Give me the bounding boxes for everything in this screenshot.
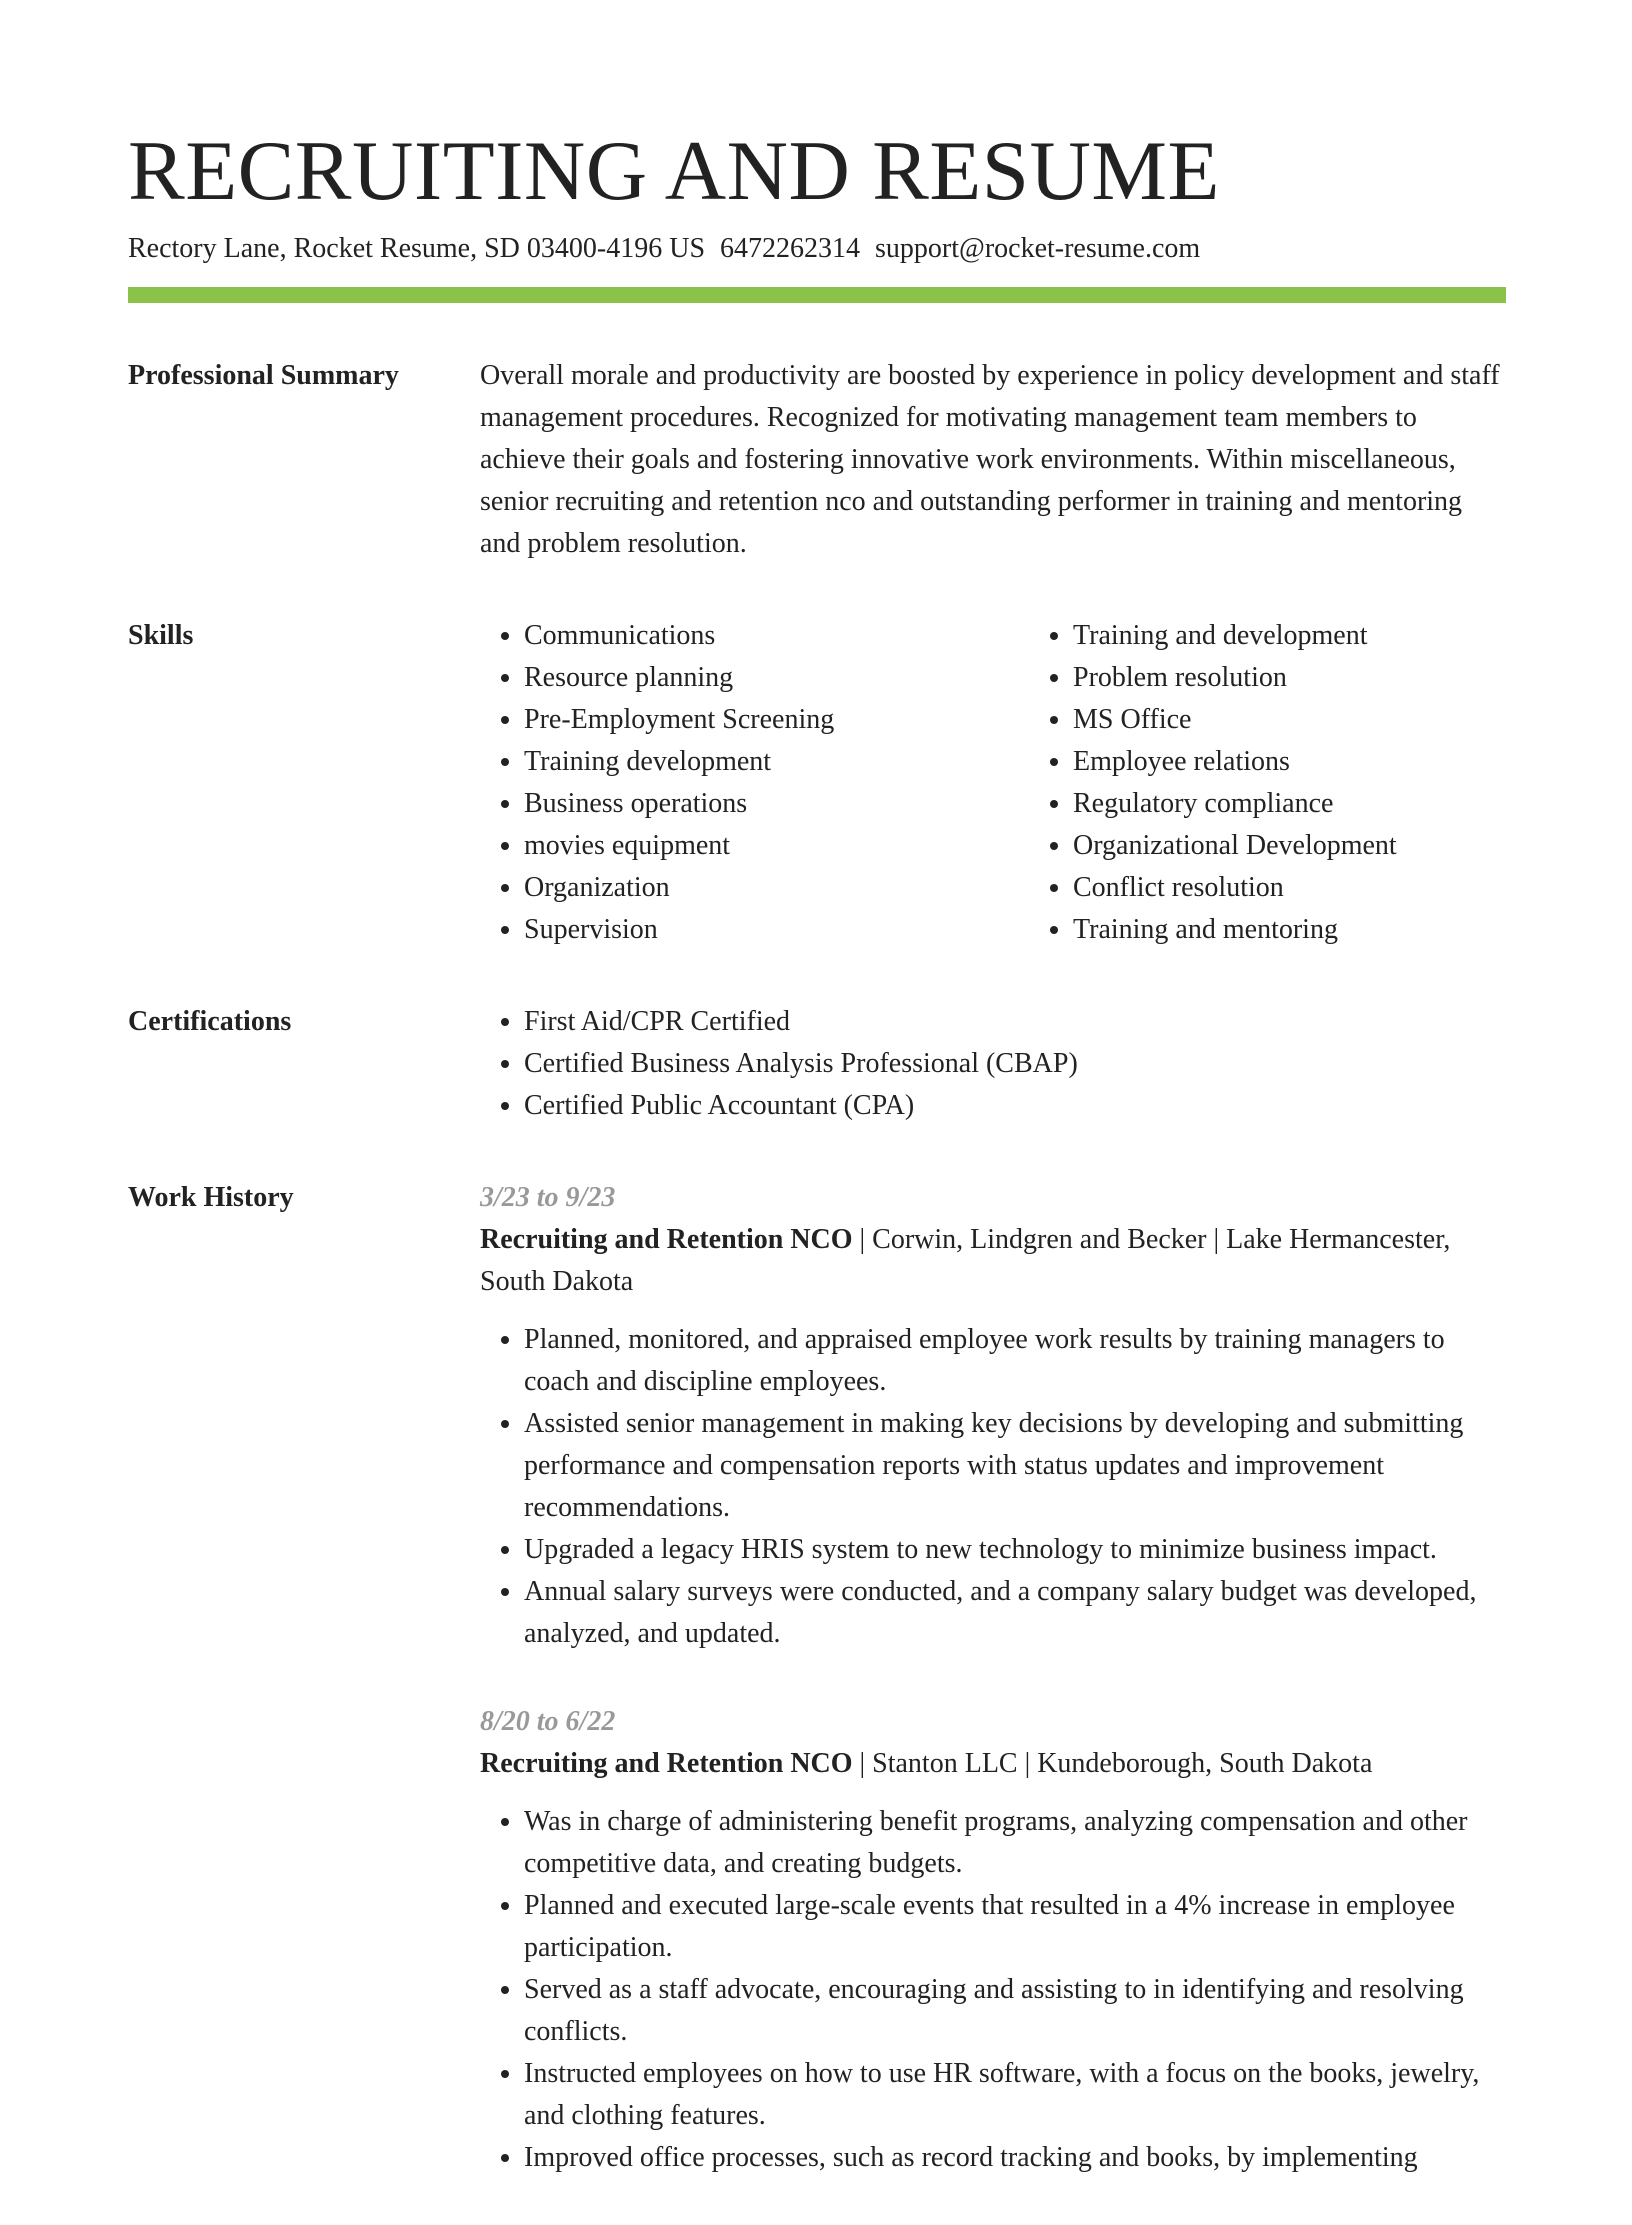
job-entry	[480, 1701, 1506, 2179]
skills-list	[480, 615, 1506, 951]
job-header	[480, 1743, 1506, 1785]
summary-heading: Professional Summary	[128, 360, 399, 391]
job-entry	[480, 1177, 1506, 1655]
contact-line	[128, 231, 1506, 267]
skills-section	[128, 615, 1506, 951]
job-bullet: • Served as a staff advocate, encouraging and assisting to in identifying and resolving conflicts.	[524, 1969, 1506, 2053]
skill-item: • movies equipment	[524, 825, 1029, 867]
skill-item: • Training development	[524, 741, 1029, 783]
skill-item: • Pre-Employment Screening	[524, 699, 1029, 741]
skill-item: • Conflict resolution	[1073, 867, 1506, 909]
work-history-heading: Work History	[128, 1182, 294, 1213]
job-dates: 3/23 to 9/23	[480, 1182, 616, 1213]
skill-item: • Training and development	[1073, 615, 1506, 657]
job-bullet: • Upgraded a legacy HRIS system to new technology to minimize business impact.	[524, 1529, 1506, 1571]
contact-email: support@rocket-resume.com	[875, 233, 1201, 264]
skill-item: • Organization	[524, 867, 1029, 909]
job-company-location: | Corwin, Lindgren and Becker | Lake Hermancester, South Dakota	[480, 1224, 1451, 1297]
job-bullet: • Improved office processes, such as record tracking and books, by implementing	[524, 2137, 1506, 2179]
work-history-section	[128, 1177, 1506, 2225]
job-bullet: • Assisted senior management in making key decisions by developing and submitting performance and compensation reports with status updates and improvement recommendations.	[524, 1403, 1506, 1529]
job-bullet: • Planned and executed large-scale events that resulted in a 4% increase in employee participation.	[524, 1885, 1506, 1969]
skill-item: • Problem resolution	[1073, 657, 1506, 699]
work-history-body	[480, 1177, 1506, 2225]
skill-item: • Regulatory compliance	[1073, 783, 1506, 825]
resume-page	[128, 0, 1506, 2225]
candidate-name: RECRUITING AND RESUME	[128, 124, 1220, 218]
certification-item: • Certified Business Analysis Professional (CBAP)	[524, 1043, 1506, 1085]
certifications-list	[480, 1001, 1506, 1127]
certification-item: • First Aid/CPR Certified	[524, 1001, 1506, 1043]
skill-item: • MS Office	[1073, 699, 1506, 741]
job-bullets	[480, 1319, 1506, 1655]
certification-item: • Certified Public Accountant (CPA)	[524, 1085, 1506, 1127]
skills-column-1	[480, 615, 1029, 951]
job-dates: 8/20 to 6/22	[480, 1706, 616, 1737]
skill-item: • Business operations	[524, 783, 1029, 825]
skills-column-2	[1029, 615, 1506, 951]
contact-phone: 6472262314	[720, 233, 861, 264]
job-header	[480, 1219, 1506, 1303]
job-bullet: • Planned, monitored, and appraised employee work results by training managers to coach and discipline employees.	[524, 1319, 1506, 1403]
job-bullet: • Instructed employees on how to use HR software, with a focus on the books, jewelry, and clothing features.	[524, 2053, 1506, 2137]
job-bullets	[480, 1801, 1506, 2179]
skill-item: • Training and mentoring	[1073, 909, 1506, 951]
skill-item: • Resource planning	[524, 657, 1029, 699]
job-title: Recruiting and Retention NCO	[480, 1748, 853, 1779]
job-title: Recruiting and Retention NCO	[480, 1224, 853, 1255]
certifications-body	[480, 1001, 1506, 1127]
certifications-heading: Certifications	[128, 1006, 292, 1037]
certifications-section	[128, 1001, 1506, 1127]
contact-address: Rectory Lane, Rocket Resume, SD 03400-4196 US	[128, 233, 706, 264]
job-company-location: | Stanton LLC | Kundeborough, South Dakota	[852, 1748, 1373, 1779]
job-bullet: • Annual salary surveys were conducted, and a company salary budget was developed, analyzed, and updated.	[524, 1571, 1506, 1655]
job-bullet: • Was in charge of administering benefit programs, analyzing compensation and other competitive data, and creating budgets.	[524, 1801, 1506, 1885]
summary-section	[128, 355, 1506, 565]
skill-item: • Organizational Development	[1073, 825, 1506, 867]
summary-text: Overall morale and productivity are boosted by experience in policy development and staff management procedures. Recognized for motivating management team members to achieve their goals and fostering innovative work environments. Within miscellaneous, senior recruiting and retention nco and outstanding performer in training and mentoring and problem resolution.	[480, 360, 1500, 559]
skills-heading: Skills	[128, 620, 194, 651]
header-divider	[128, 287, 1506, 303]
skill-item: • Employee relations	[1073, 741, 1506, 783]
skill-item: • Supervision	[524, 909, 1029, 951]
skill-item: • Communications	[524, 615, 1029, 657]
